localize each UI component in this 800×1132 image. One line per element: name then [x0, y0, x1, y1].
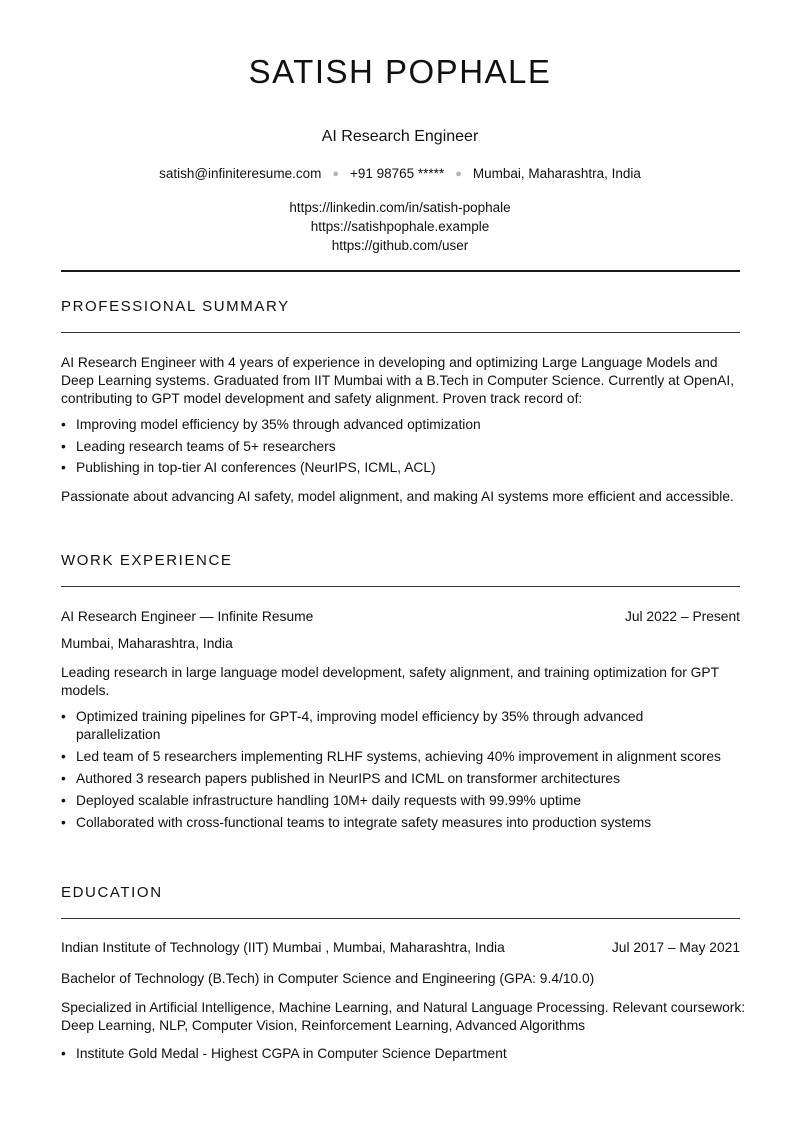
- linkedin-link[interactable]: https://linkedin.com/in/satish-pophale: [289, 200, 511, 215]
- job-dates: Jul 2022 – Present: [624, 609, 740, 624]
- list-item: • Leading research teams of 5+ researchers: [61, 438, 731, 456]
- header-divider: [61, 270, 740, 272]
- job-description: Leading research in large language model development, safety alignment, and training optimization for GPT models.: [61, 665, 719, 698]
- list-item: • Deployed scalable infrastructure handling 10M+ daily requests with 99.99% uptime: [61, 792, 731, 810]
- job-location: Mumbai, Maharashtra, India: [61, 636, 233, 651]
- job-title: AI Research Engineer — Infinite Resume: [61, 609, 314, 624]
- section-divider: [61, 586, 740, 587]
- summary-closing: Passionate about advancing AI safety, model alignment, and making AI systems more efficient and accessible.: [61, 489, 734, 504]
- section-title-summary: PROFESSIONAL SUMMARY: [61, 298, 290, 315]
- summary-bullet-list: [61, 416, 731, 477]
- section-title-education: EDUCATION: [61, 884, 163, 901]
- section-title-experience: WORK EXPERIENCE: [61, 552, 233, 569]
- phone-number: +91 98765 *****: [349, 166, 445, 181]
- candidate-name: SATISH POPHALE: [248, 53, 552, 90]
- location-text: Mumbai, Maharashtra, India: [472, 166, 641, 181]
- list-item: • Authored 3 research papers published in NeurIPS and ICML on transformer architectures: [61, 770, 731, 788]
- list-item: • Collaborated with cross-functional teams to integrate safety measures into production systems: [61, 814, 731, 832]
- degree-name: Bachelor of Technology (B.Tech) in Computer Science and Engineering (GPA: 9.4/10.0): [61, 971, 595, 986]
- profile-links: [0, 198, 800, 255]
- institution-name: Indian Institute of Technology (IIT) Mumbai , Mumbai, Maharashtra, India: [61, 940, 505, 955]
- education-dates: Jul 2017 – May 2021: [611, 940, 740, 955]
- list-item: • Publishing in top-tier AI conferences (NeurIPS, ICML, ACL): [61, 459, 731, 477]
- list-item: • Improving model efficiency by 35% through advanced optimization: [61, 416, 731, 434]
- list-item: • Institute Gold Medal - Highest CGPA in Computer Science Department: [61, 1045, 731, 1063]
- section-divider: [61, 332, 740, 333]
- section-divider: [61, 918, 740, 919]
- email-link[interactable]: satish@infiniteresume.com: [159, 166, 322, 181]
- list-item: • Optimized training pipelines for GPT-4, improving model efficiency by 35% through advanced parallelization: [61, 708, 731, 744]
- candidate-role: AI Research Engineer: [321, 128, 479, 145]
- contact-line: [0, 165, 800, 184]
- summary-intro: AI Research Engineer with 4 years of experience in developing and optimizing Large Language Models and Deep Learning systems. Graduated from IIT Mumbai with a B.Tech in Computer Science. Currently at OpenAI, contributing to GPT model development and safety alignment. Proven track record of:: [61, 355, 735, 406]
- separator-dot: ●: [455, 168, 462, 180]
- education-description: Specialized in Artificial Intelligence, Machine Learning, and Natural Language Processing. Relevant coursework: Deep Learning, NLP, Computer Vision, Reinforcement Learning, Advanced Algorithms: [61, 1000, 746, 1033]
- website-link[interactable]: https://satishpophale.example: [310, 219, 490, 234]
- separator-dot: ●: [332, 168, 339, 180]
- job-bullet-list: [61, 708, 731, 832]
- education-header: [61, 939, 740, 957]
- github-link[interactable]: https://github.com/user: [331, 238, 469, 253]
- education-bullet-list: [61, 1045, 731, 1063]
- list-item: • Led team of 5 researchers implementing RLHF systems, achieving 40% improvement in alignment scores: [61, 748, 731, 766]
- job-header: [61, 608, 740, 626]
